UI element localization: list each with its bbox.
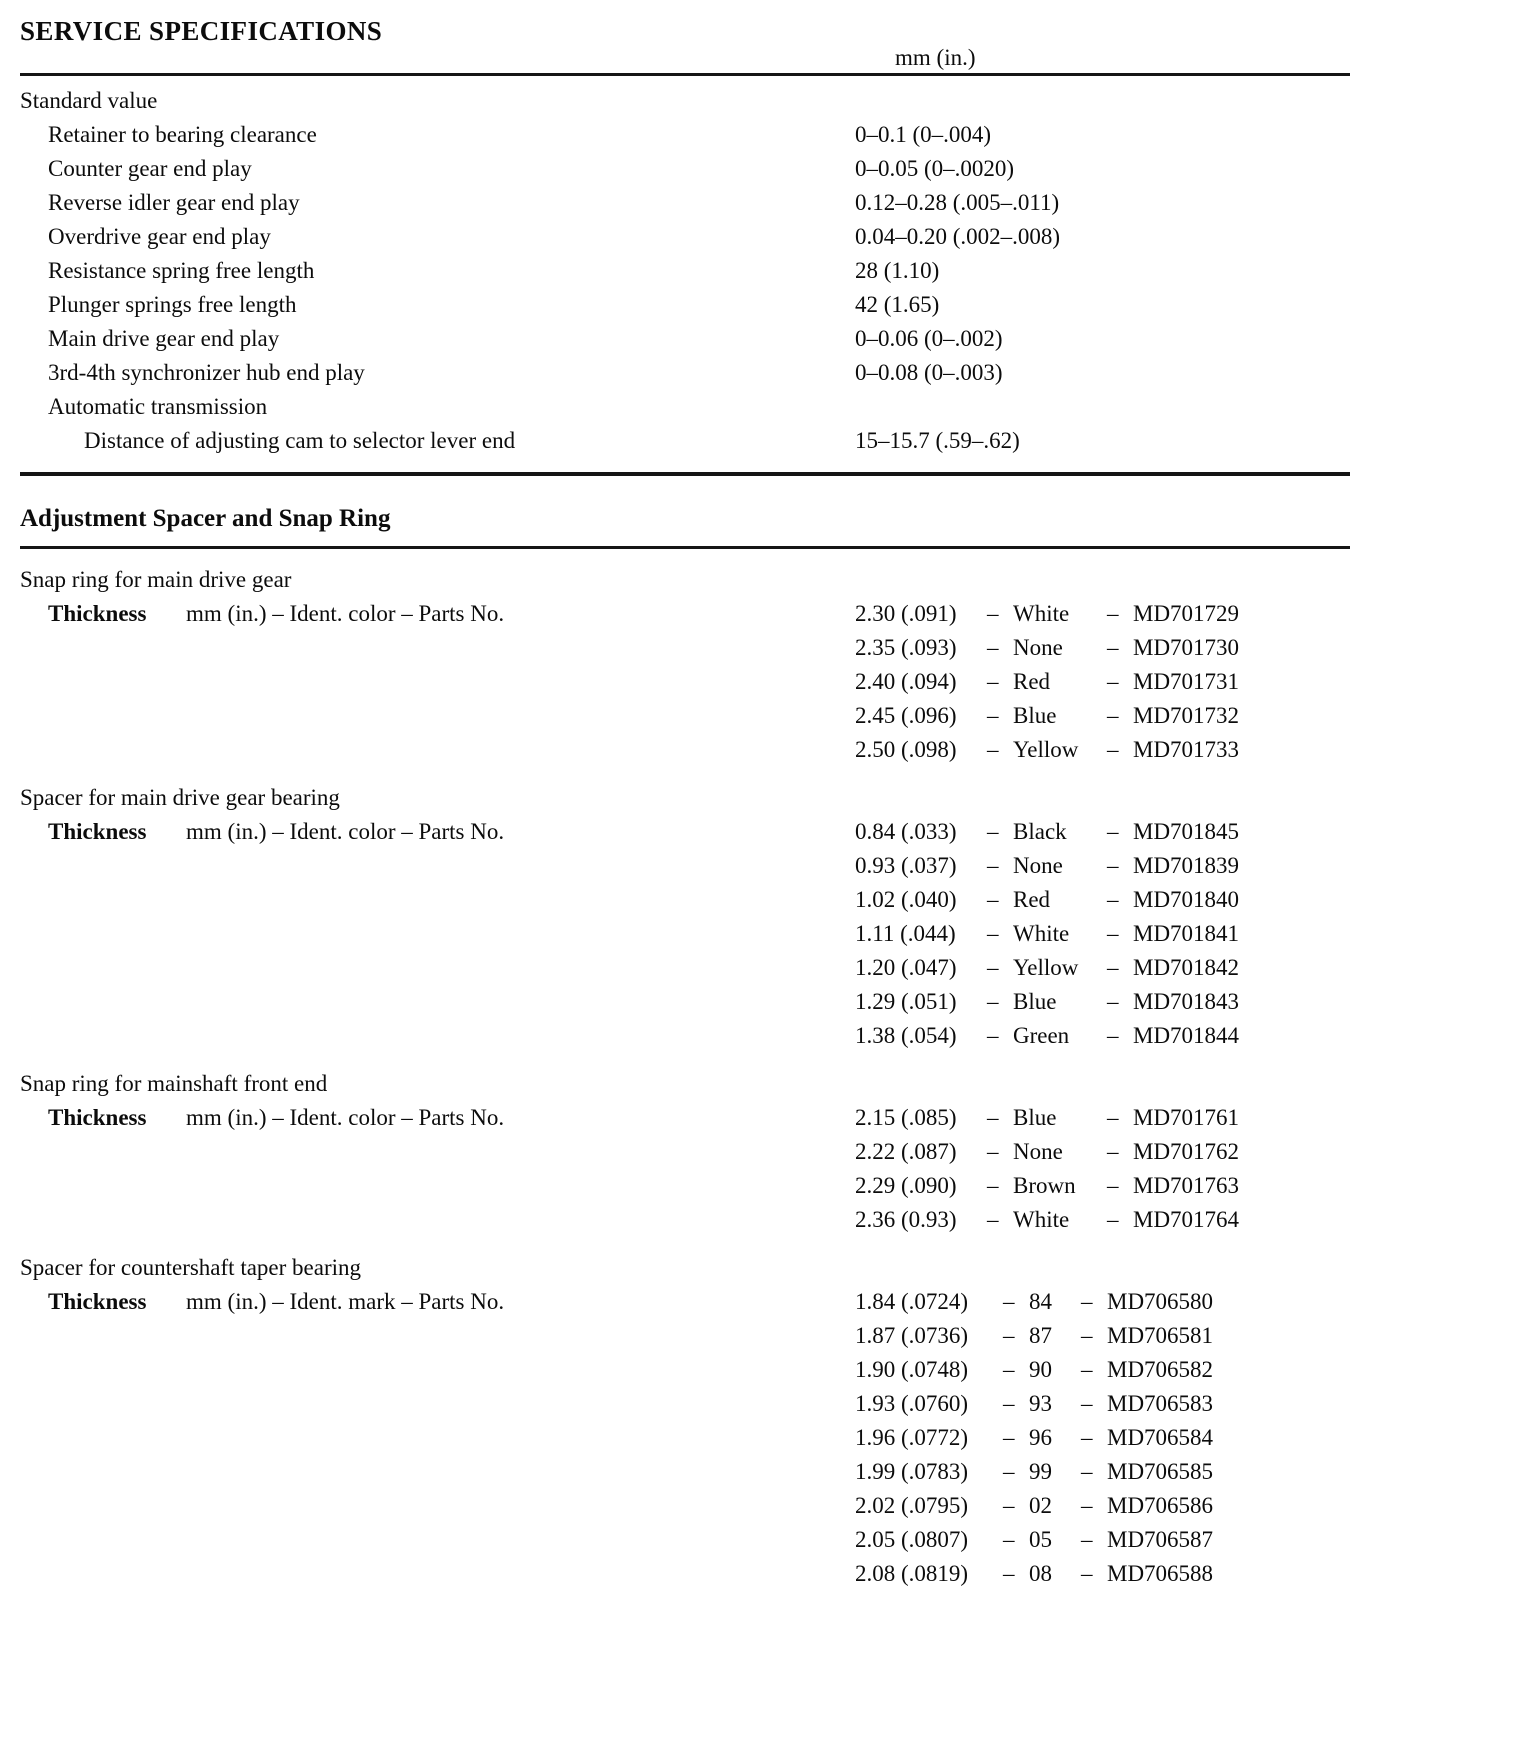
value-row <box>855 699 1239 733</box>
thickness-value: 2.08 (.0819) <box>855 1561 969 1586</box>
value-row <box>855 1319 1213 1353</box>
dash-separator: – <box>1003 1561 1015 1586</box>
thickness-value: 1.87 (.0736) <box>855 1323 969 1348</box>
ident-value: 02 <box>1029 1493 1052 1518</box>
value-row <box>855 733 1239 767</box>
thickness-label: Thickness <box>48 1105 147 1130</box>
spec-row <box>20 424 1350 458</box>
ident-value: 96 <box>1029 1425 1052 1450</box>
dash-separator: – <box>1081 1561 1093 1586</box>
thickness-value: 1.90 (.0748) <box>855 1357 969 1382</box>
thickness-value: 2.50 (.098) <box>855 737 957 762</box>
dash-separator: – <box>1081 1425 1093 1450</box>
dash-separator: – <box>987 1105 999 1130</box>
spec-value: 0.04–0.20 (.002–.008) <box>855 224 1061 249</box>
thickness-value: 0.93 (.037) <box>855 853 957 878</box>
spec-row <box>20 254 1350 288</box>
dash-separator: – <box>1003 1425 1015 1450</box>
ident-value: 93 <box>1029 1391 1052 1416</box>
section-title: Snap ring for mainshaft front end <box>20 1071 328 1096</box>
dash-separator: – <box>1107 737 1119 762</box>
thickness-value: 1.29 (.051) <box>855 989 957 1014</box>
dash-separator: – <box>1003 1493 1015 1518</box>
section-title: Spacer for main drive gear bearing <box>20 785 340 810</box>
dash-separator: – <box>1081 1493 1093 1518</box>
spec-label: Resistance spring free length <box>48 258 315 283</box>
value-row <box>855 1203 1239 1237</box>
section-title: Snap ring for main drive gear <box>20 567 292 592</box>
ident-value: White <box>1013 921 1070 946</box>
thickness-value: 2.36 (0.93) <box>855 1207 957 1232</box>
ident-value: White <box>1013 601 1070 626</box>
value-row <box>855 1421 1213 1455</box>
value-row <box>855 849 1239 883</box>
part-number: MD701839 <box>1133 853 1240 878</box>
thickness-value: 2.29 (.090) <box>855 1173 957 1198</box>
dash-separator: – <box>1081 1391 1093 1416</box>
part-number: MD706588 <box>1107 1561 1214 1586</box>
adjustment-section-spacer-countershaft-taper-bearing <box>20 1251 1350 1591</box>
value-row <box>855 597 1239 631</box>
spec-value: 15–15.7 (.59–.62) <box>855 428 1020 453</box>
dash-separator: – <box>1107 887 1119 912</box>
adjustment-section-snap-ring-mainshaft-front-end <box>20 1067 1350 1237</box>
value-row <box>855 1285 1213 1319</box>
thickness-value: 1.38 (.054) <box>855 1023 957 1048</box>
spec-value: 0–0.08 (0–.003) <box>855 360 1003 385</box>
thickness-label: Thickness <box>48 819 147 844</box>
standard-value-heading: Standard value <box>20 88 158 113</box>
part-number: MD701730 <box>1133 635 1240 660</box>
units-header: mm (in.) <box>895 45 976 70</box>
dash-separator: – <box>1003 1391 1015 1416</box>
ident-value: Yellow <box>1013 955 1079 980</box>
thickness-label: Thickness <box>48 1289 147 1314</box>
ident-value: 08 <box>1029 1561 1052 1586</box>
ident-value: None <box>1013 853 1063 878</box>
part-number: MD701732 <box>1133 703 1240 728</box>
thickness-label: Thickness <box>48 601 147 626</box>
ident-value: 05 <box>1029 1527 1052 1552</box>
dash-separator: – <box>1003 1527 1015 1552</box>
value-row <box>855 1557 1213 1591</box>
spec-label: Distance of adjusting cam to selector lever end <box>84 428 516 453</box>
part-number: MD701764 <box>1133 1207 1240 1232</box>
part-number: MD701845 <box>1133 819 1240 844</box>
dash-separator: – <box>987 1173 999 1198</box>
part-number: MD701731 <box>1133 669 1240 694</box>
dash-separator: – <box>987 921 999 946</box>
column-spec-text: mm (in.) – Ident. color – Parts No. <box>186 819 505 844</box>
section-left-column <box>20 1067 855 1237</box>
section-column-spec <box>20 1285 855 1319</box>
ident-value: Blue <box>1013 1105 1057 1130</box>
adjustment-section-snap-ring-main-drive-gear <box>20 563 1350 767</box>
ident-value: None <box>1013 1139 1063 1164</box>
spec-row <box>20 118 1350 152</box>
dash-separator: – <box>1081 1289 1093 1314</box>
dash-separator: – <box>1107 1139 1119 1164</box>
dash-separator: – <box>1081 1459 1093 1484</box>
dash-separator: – <box>1107 601 1119 626</box>
thickness-value: 1.93 (.0760) <box>855 1391 969 1416</box>
thickness-value: 1.11 (.044) <box>855 921 956 946</box>
dash-separator: – <box>987 669 999 694</box>
section-title: Spacer for countershaft taper bearing <box>20 1255 362 1280</box>
dash-separator: – <box>1107 1105 1119 1130</box>
value-row <box>855 1489 1213 1523</box>
dash-separator: – <box>987 1023 999 1048</box>
dash-separator: – <box>987 955 999 980</box>
section-column-spec <box>20 1101 855 1135</box>
ident-value: 90 <box>1029 1357 1052 1382</box>
thickness-value: 2.35 (.093) <box>855 635 957 660</box>
dash-separator: – <box>1107 853 1119 878</box>
spec-label: Overdrive gear end play <box>48 224 271 249</box>
dash-separator: – <box>987 989 999 1014</box>
section-values <box>855 781 1239 1053</box>
thickness-value: 1.20 (.047) <box>855 955 957 980</box>
part-number: MD706582 <box>1107 1357 1214 1382</box>
dash-separator: – <box>1081 1323 1093 1348</box>
standard-value-rows <box>20 118 1350 458</box>
thickness-value: 0.84 (.033) <box>855 819 957 844</box>
part-number: MD701763 <box>1133 1173 1240 1198</box>
dash-separator: – <box>1003 1323 1015 1348</box>
spec-row <box>20 220 1350 254</box>
dash-separator: – <box>1107 669 1119 694</box>
value-row <box>855 951 1239 985</box>
thickness-value: 2.15 (.085) <box>855 1105 957 1130</box>
ident-value: None <box>1013 635 1063 660</box>
spec-label: Main drive gear end play <box>48 326 280 351</box>
dash-separator: – <box>987 887 999 912</box>
part-number: MD706583 <box>1107 1391 1214 1416</box>
dash-separator: – <box>1081 1527 1093 1552</box>
value-row <box>855 985 1239 1019</box>
thickness-value: 2.22 (.087) <box>855 1139 957 1164</box>
spec-value: 0–0.06 (0–.002) <box>855 326 1003 351</box>
value-row <box>855 917 1239 951</box>
value-row <box>855 883 1239 917</box>
spec-row <box>20 322 1350 356</box>
thickness-value: 2.45 (.096) <box>855 703 957 728</box>
dash-separator: – <box>1081 1357 1093 1382</box>
dash-separator: – <box>1107 1207 1119 1232</box>
spec-label: Reverse idler gear end play <box>48 190 300 215</box>
value-row <box>855 1455 1213 1489</box>
spec-label: 3rd-4th synchronizer hub end play <box>48 360 365 385</box>
section-left-column <box>20 781 855 1053</box>
spec-row <box>20 356 1350 390</box>
column-spec-text: mm (in.) – Ident. color – Parts No. <box>186 601 505 626</box>
part-number: MD701842 <box>1133 955 1240 980</box>
ident-value: 99 <box>1029 1459 1052 1484</box>
spec-row <box>20 152 1350 186</box>
thickness-value: 1.84 (.0724) <box>855 1289 969 1314</box>
spec-row <box>20 186 1350 220</box>
spec-label: Counter gear end play <box>48 156 252 181</box>
spec-row <box>20 288 1350 322</box>
part-number: MD701729 <box>1133 601 1240 626</box>
thickness-value: 2.02 (.0795) <box>855 1493 969 1518</box>
ident-value: Blue <box>1013 989 1057 1014</box>
value-row <box>855 1169 1239 1203</box>
section-values <box>855 1067 1239 1237</box>
ident-value: Blue <box>1013 703 1057 728</box>
thickness-value: 1.99 (.0783) <box>855 1459 969 1484</box>
part-number: MD701762 <box>1133 1139 1240 1164</box>
spec-value: 0–0.05 (0–.0020) <box>855 156 1015 181</box>
dash-separator: – <box>987 703 999 728</box>
dash-separator: – <box>1107 703 1119 728</box>
spec-label: Automatic transmission <box>48 394 268 419</box>
ident-value: Brown <box>1013 1173 1076 1198</box>
spec-label: Plunger springs free length <box>48 292 297 317</box>
dash-separator: – <box>987 737 999 762</box>
part-number: MD701733 <box>1133 737 1240 762</box>
value-row <box>855 1135 1239 1169</box>
dash-separator: – <box>987 1207 999 1232</box>
dash-separator: – <box>1107 1173 1119 1198</box>
part-number: MD706587 <box>1107 1527 1214 1552</box>
spec-value: 42 (1.65) <box>855 292 940 317</box>
value-row <box>855 1353 1213 1387</box>
value-row <box>855 665 1239 699</box>
thickness-value: 2.30 (.091) <box>855 601 957 626</box>
section-column-spec <box>20 597 855 631</box>
spec-value: 28 (1.10) <box>855 258 940 283</box>
dash-separator: – <box>987 819 999 844</box>
part-number: MD706585 <box>1107 1459 1214 1484</box>
part-number: MD701844 <box>1133 1023 1240 1048</box>
ident-value: White <box>1013 1207 1070 1232</box>
dash-separator: – <box>987 1139 999 1164</box>
dash-separator: – <box>987 601 999 626</box>
spec-row <box>20 390 1350 424</box>
section-column-spec <box>20 815 855 849</box>
thickness-value: 2.40 (.094) <box>855 669 957 694</box>
adjustment-heading: Adjustment Spacer and Snap Ring <box>20 502 1350 549</box>
ident-value: 84 <box>1029 1289 1052 1314</box>
ident-value: Yellow <box>1013 737 1079 762</box>
ident-value: Black <box>1013 819 1067 844</box>
ident-value: Green <box>1013 1023 1070 1048</box>
section-values <box>855 563 1239 767</box>
standard-value-section <box>20 76 1350 476</box>
section-values <box>855 1251 1213 1591</box>
spec-label: Retainer to bearing clearance <box>48 122 317 147</box>
dash-separator: – <box>1107 635 1119 660</box>
thickness-value: 1.02 (.040) <box>855 887 957 912</box>
part-number: MD701841 <box>1133 921 1240 946</box>
value-row <box>855 1019 1239 1053</box>
page-title: SERVICE SPECIFICATIONS <box>20 16 383 46</box>
value-row <box>855 1523 1213 1557</box>
dash-separator: – <box>1107 819 1119 844</box>
dash-separator: – <box>1003 1459 1015 1484</box>
spec-value: 0.12–0.28 (.005–.011) <box>855 190 1060 215</box>
part-number: MD701840 <box>1133 887 1240 912</box>
spec-value: 0–0.1 (0–.004) <box>855 122 992 147</box>
part-number: MD706586 <box>1107 1493 1214 1518</box>
value-row <box>855 1101 1239 1135</box>
value-row <box>855 1387 1213 1421</box>
dash-separator: – <box>1107 921 1119 946</box>
column-spec-text: mm (in.) – Ident. color – Parts No. <box>186 1105 505 1130</box>
thickness-value: 2.05 (.0807) <box>855 1527 969 1552</box>
section-left-column <box>20 563 855 767</box>
section-left-column <box>20 1251 855 1591</box>
thickness-value: 1.96 (.0772) <box>855 1425 969 1450</box>
column-spec-text: mm (in.) – Ident. mark – Parts No. <box>186 1289 505 1314</box>
ident-value: 87 <box>1029 1323 1052 1348</box>
part-number: MD706581 <box>1107 1323 1214 1348</box>
dash-separator: – <box>1107 955 1119 980</box>
dash-separator: – <box>1107 1023 1119 1048</box>
part-number: MD706580 <box>1107 1289 1214 1314</box>
dash-separator: – <box>1107 989 1119 1014</box>
dash-separator: – <box>987 635 999 660</box>
value-row <box>855 815 1239 849</box>
dash-separator: – <box>1003 1357 1015 1382</box>
dash-separator: – <box>987 853 999 878</box>
part-number: MD701761 <box>1133 1105 1240 1130</box>
value-row <box>855 631 1239 665</box>
dash-separator: – <box>1003 1289 1015 1314</box>
part-number: MD701843 <box>1133 989 1240 1014</box>
adjustment-section-spacer-main-drive-gear-bearing <box>20 781 1350 1053</box>
ident-value: Red <box>1013 669 1051 694</box>
part-number: MD706584 <box>1107 1425 1214 1450</box>
ident-value: Red <box>1013 887 1051 912</box>
page-header <box>20 14 1350 76</box>
